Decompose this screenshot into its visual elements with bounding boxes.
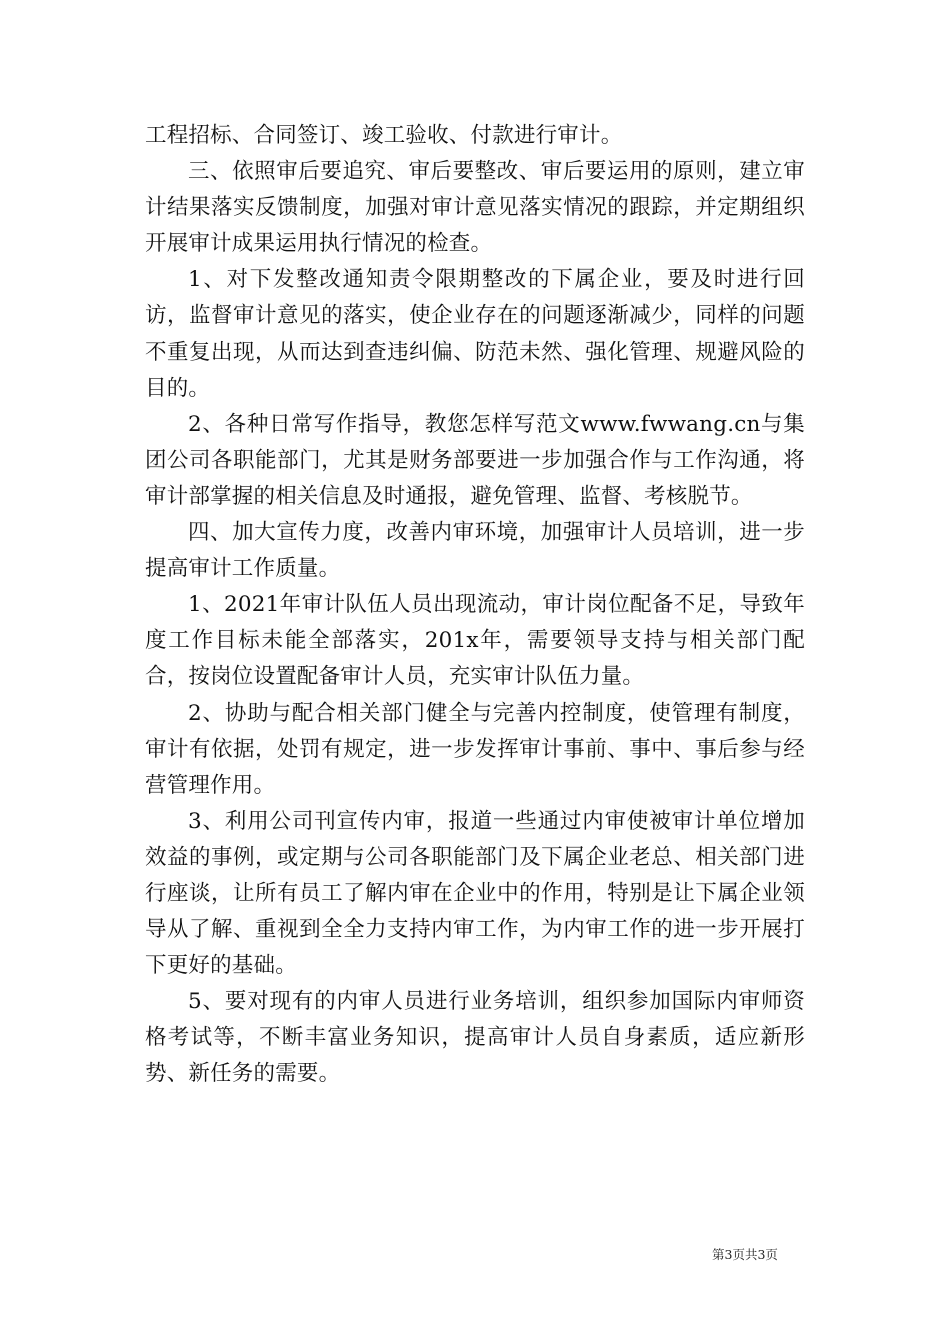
paragraph-item-2-internal-control: 2、协助与配合相关部门健全与完善内控制度，使管理有制度，审计有依据，处罚有规定，进一步发挥审计事前、事中、事后参与经营管理作用。 (145, 700, 805, 798)
document-body (145, 118, 805, 1093)
paragraph-continuation: 工程招标、合同签订、竣工验收、付款进行审计。 (145, 123, 623, 148)
paragraph-item-2-cooperation: 2、各种日常写作指导，教您怎样写范文www.fwwang.cn与集团公司各职能部门，尤其是财务部要进一步加强合作与工作沟通，将审计部掌握的相关信息及时通报，避免管理、监督、考核脱节。 (145, 411, 805, 509)
paragraph-section-four: 四、加大宣传力度，改善内审环境，加强审计人员培训，进一步提高审计工作质量。 (145, 520, 805, 582)
paragraph-item-1-followup: 1、对下发整改通知责令限期整改的下属企业，要及时进行回访，监督审计意见的落实，使企业存在的问题逐渐减少，同样的问题不重复出现，从而达到查违纠偏、防范未然、强化管理、规避风险的目的。 (145, 267, 805, 401)
paragraph-section-three: 三、依照审后要追究、审后要整改、审后要运用的原则，建立审计结果落实反馈制度，加强对审计意见落实情况的跟踪，并定期组织开展审计成果运用执行情况的检查。 (145, 159, 805, 257)
paragraph-item-1-staffing: 1、2021年审计队伍人员出现流动，审计岗位配备不足，导致年度工作目标未能全部落实，201x年，需要领导支持与相关部门配合，按岗位设置配备审计人员，充实审计队伍力量。 (145, 592, 805, 690)
paragraph-item-5-training: 5、要对现有的内审人员进行业务培训，组织参加国际内审师资格考试等，不断丰富业务知识，提高审计人员自身素质，适应新形势、新任务的需要。 (145, 989, 805, 1087)
paragraph-item-3-publicity: 3、利用公司刊宣传内审，报道一些通过内审使被审计单位增加效益的事例，或定期与公司各职能部门及下属企业老总、相关部门进行座谈，让所有员工了解内审在企业中的作用，特别是让下属企业领导从了解、重视到全全力支持内审工作，为内审工作的进一步开展打下更好的基础。 (145, 808, 805, 979)
page-number-footer: 第3页共3页 (712, 1247, 778, 1262)
